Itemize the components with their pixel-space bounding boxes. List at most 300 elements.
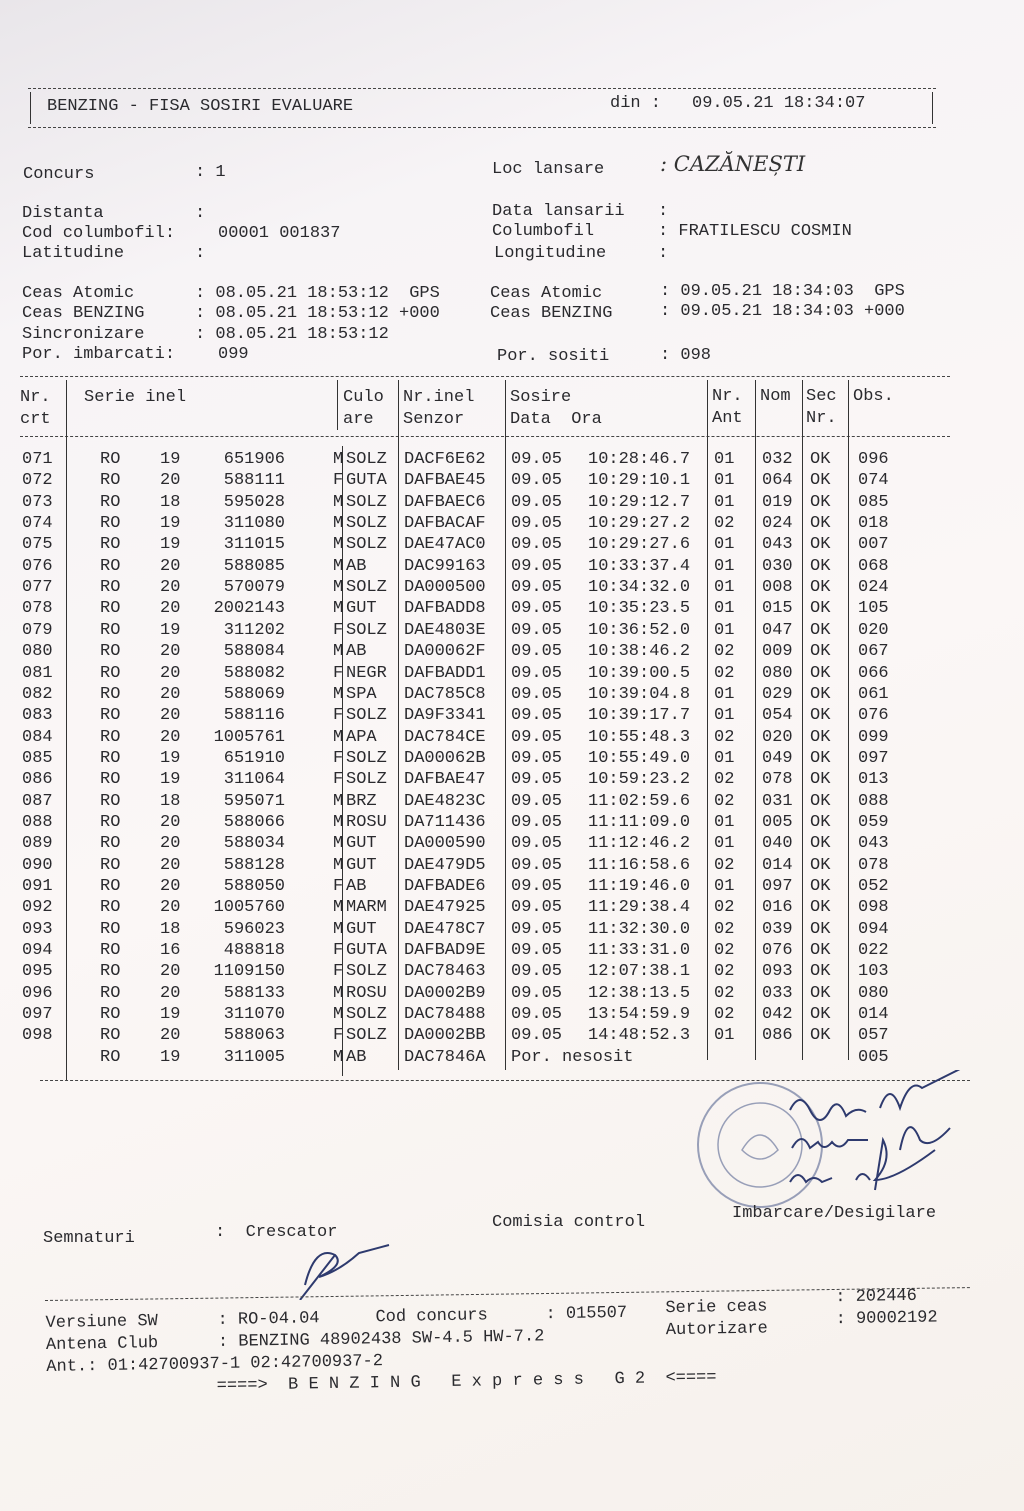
loc-lansare-label: Loc lansare — [492, 160, 605, 179]
cell-color: SPA — [346, 684, 377, 704]
cell-nom: 020 — [762, 727, 793, 747]
cell-nom: 015 — [762, 599, 793, 619]
cell-sex: M — [333, 578, 344, 598]
cell-antenna: 02 — [714, 962, 735, 982]
cell-year: 18 — [160, 791, 181, 811]
cell-nom: 031 — [762, 791, 793, 811]
table-row — [0, 813, 1024, 834]
table-row — [0, 962, 1024, 983]
cell-country: RO — [100, 471, 121, 491]
cell-sensor-id: DAFBADE6 — [404, 877, 486, 896]
cell-ring-number: 1109150 — [213, 962, 285, 982]
cell-sec-status: OK — [810, 642, 831, 662]
cell-crt-number: 093 — [22, 919, 53, 939]
cell-color: APA — [346, 727, 377, 747]
cell-sensor-id: DAC785C8 — [404, 684, 486, 704]
cell-sensor-id: DAC784CE — [404, 727, 486, 747]
cell-antenna: 02 — [714, 898, 735, 918]
cell-nom: 047 — [762, 620, 793, 640]
cell-arrival-time: 10:29:12.7 — [588, 492, 691, 512]
cell-arrival-date: 09.05 — [511, 748, 563, 768]
cell-crt-number: 092 — [22, 898, 53, 918]
cell-color: SOLZ — [346, 450, 387, 469]
cell-sex: M — [333, 834, 344, 854]
cell-ring-number: 596023 — [223, 919, 285, 939]
cell-sex: F — [333, 962, 344, 982]
cell-country: RO — [100, 877, 121, 896]
cell-sex: F — [333, 1026, 344, 1046]
cell-country: RO — [100, 898, 121, 918]
cell-nom: 016 — [762, 898, 793, 918]
cell-color: AB — [346, 1047, 367, 1067]
cell-ring-number: 570079 — [223, 578, 285, 598]
cell-antenna: 02 — [714, 642, 735, 662]
table-row — [0, 664, 1024, 685]
cell-sex: M — [333, 1005, 344, 1025]
cell-arrival-time: 11:19:46.0 — [588, 877, 691, 896]
serie-ceas-value: : 202446 — [835, 1286, 918, 1308]
cell-color: GUT — [346, 919, 377, 939]
cell-crt-number: 090 — [22, 855, 53, 875]
cell-arrival-date: 09.05 — [511, 556, 563, 576]
cell-nom: 040 — [762, 834, 793, 854]
table-row — [0, 685, 1024, 706]
cell-arrival-time: 10:59:23.2 — [588, 770, 691, 790]
cell-arrival-time: 11:33:31.0 — [588, 941, 691, 961]
cell-arrival-date: 09.05 — [511, 834, 563, 854]
cell-year: 20 — [160, 898, 181, 918]
cell-sex: M — [333, 791, 344, 811]
table-row — [0, 535, 1024, 556]
table-row — [0, 792, 1024, 813]
cell-crt-number: 072 — [22, 471, 53, 491]
cell-sex: M — [333, 919, 344, 939]
cell-arrival-time: 11:11:09.0 — [588, 812, 691, 832]
cell-year: 19 — [160, 514, 181, 534]
cell-arrival-date: 09.05 — [511, 855, 563, 875]
cell-arrival-date: 09.05 — [511, 514, 563, 534]
cell-sensor-id: DAC78463 — [404, 962, 486, 982]
cell-obs: 088 — [858, 791, 889, 811]
sincronizare-label: Sincronizare — [22, 325, 145, 344]
cell-antenna: 02 — [714, 727, 735, 747]
col-senzor-header-1: Nr.inel — [403, 388, 475, 407]
ceas-atomic-end-value: : 09.05.21 18:34:03 GPS — [660, 282, 905, 301]
serie-ceas-label: Serie ceas — [665, 1297, 768, 1319]
concurs-value: : 1 — [195, 163, 226, 182]
table-row — [0, 728, 1024, 749]
cell-antenna: 01 — [714, 812, 735, 832]
cell-country: RO — [100, 450, 121, 469]
cell-ring-number: 311070 — [223, 1005, 285, 1025]
cell-sec-status: OK — [810, 791, 831, 811]
cell-sex: F — [333, 706, 344, 726]
cell-color: SOLZ — [346, 962, 387, 982]
cell-crt-number: 074 — [22, 514, 53, 534]
cell-sex: F — [333, 471, 344, 491]
cell-crt-number: 085 — [22, 748, 53, 768]
header-bottom-rule — [28, 127, 936, 128]
distanta-value: : — [195, 204, 206, 223]
cell-sensor-id: DA000590 — [404, 834, 486, 854]
cell-sensor-id: DA000500 — [404, 578, 486, 598]
cell-antenna: 01 — [714, 748, 735, 768]
cell-sensor-id: DAE47925 — [404, 898, 486, 918]
cell-sex: F — [333, 877, 344, 896]
distanta-label: Distanta — [22, 204, 104, 223]
cell-nom: 080 — [762, 663, 793, 683]
cell-nom: 076 — [762, 941, 793, 961]
cell-obs: 059 — [858, 812, 889, 832]
cell-sensor-id: DAFBAD9E — [404, 941, 486, 961]
cell-color: MARM — [346, 898, 387, 918]
cell-country: RO — [100, 855, 121, 875]
cell-antenna: 02 — [714, 1005, 735, 1025]
cell-antenna: 02 — [714, 855, 735, 875]
col-culoare-header-1: Culo — [343, 388, 384, 407]
data-lansarii-value: : — [658, 202, 669, 221]
cell-sec-status: OK — [810, 663, 831, 683]
cell-sex: M — [333, 535, 344, 555]
cell-antenna: 01 — [714, 535, 735, 555]
cell-year: 20 — [160, 812, 181, 832]
cell-nom: 097 — [762, 877, 793, 896]
cell-country: RO — [100, 748, 121, 768]
cell-ring-number: 488818 — [223, 941, 285, 961]
cell-sec-status: OK — [810, 684, 831, 704]
cell-year: 19 — [160, 770, 181, 790]
cell-obs: 024 — [858, 578, 889, 598]
cell-crt-number: 078 — [22, 599, 53, 619]
cell-sex: F — [333, 620, 344, 640]
cell-sex: F — [333, 663, 344, 683]
cell-obs: 007 — [858, 535, 889, 555]
cell-country: RO — [100, 684, 121, 704]
cell-sec-status: OK — [810, 983, 831, 1003]
cell-sensor-id: DA711436 — [404, 812, 486, 832]
table-row — [0, 1048, 1024, 1069]
table-row — [0, 642, 1024, 663]
cell-nom: 019 — [762, 492, 793, 512]
cell-crt-number: 084 — [22, 727, 53, 747]
cell-arrival-time: 13:54:59.9 — [588, 1005, 691, 1025]
cell-color: ROSU — [346, 812, 387, 832]
cell-crt-number: 086 — [22, 770, 53, 790]
cell-sensor-id: DACF6E62 — [404, 450, 486, 469]
cell-ring-number: 311015 — [223, 535, 285, 555]
cell-country: RO — [100, 1047, 121, 1067]
ceas-atomic-start-label: Ceas Atomic — [22, 284, 135, 303]
cell-obs: 043 — [858, 834, 889, 854]
cod-columbofil-value: 00001 001837 — [218, 224, 341, 243]
cell-sensor-id: DAC7846A — [404, 1047, 486, 1067]
cell-obs: 018 — [858, 514, 889, 534]
versiune-sw-label: Versiune SW — [45, 1312, 158, 1333]
cell-year: 20 — [160, 834, 181, 854]
cell-arrival-time: 10:29:10.1 — [588, 471, 691, 491]
cell-arrival-date: 09.05 — [511, 620, 563, 640]
cell-antenna: 01 — [714, 471, 735, 491]
cell-sex: M — [333, 1047, 344, 1067]
cell-color: AB — [346, 877, 367, 896]
cell-obs: 076 — [858, 706, 889, 726]
cell-antenna: 02 — [714, 791, 735, 811]
cell-arrival-time: 12:07:38.1 — [588, 962, 691, 982]
cell-sensor-id: DA0002BB — [404, 1026, 486, 1046]
antena-club-value: : BENZING 48902438 SW-4.5 HW-7.2 — [217, 1327, 545, 1352]
cell-arrival-time: 12:38:13.5 — [588, 983, 691, 1003]
col-sosire-header-1: Sosire — [510, 388, 572, 407]
table-row — [0, 877, 1024, 898]
col-nom-header: Nom — [760, 387, 791, 406]
cell-year: 19 — [160, 1047, 181, 1067]
cell-ring-number: 311080 — [223, 514, 285, 534]
cell-color: ROSU — [346, 983, 387, 1003]
cell-year: 20 — [160, 877, 181, 896]
cell-arrival-time: 10:34:32.0 — [588, 578, 691, 598]
cell-crt-number: 083 — [22, 706, 53, 726]
cell-color: GUTA — [346, 941, 387, 961]
cell-sensor-id: DA00062B — [404, 748, 486, 768]
cell-ring-number: 1005761 — [213, 727, 285, 747]
cell-nom: 054 — [762, 706, 793, 726]
cell-sensor-id: DA0002B9 — [404, 983, 486, 1003]
cell-country: RO — [100, 556, 121, 576]
cell-arrival-date: 09.05 — [511, 877, 563, 896]
cell-nom: 086 — [762, 1026, 793, 1046]
cell-sensor-id: DAFBACAF — [404, 514, 486, 534]
cell-arrival-time: 10:36:52.0 — [588, 620, 691, 640]
cell-ring-number: 588063 — [223, 1026, 285, 1046]
cell-sex: M — [333, 556, 344, 576]
cell-arrival-date: 09.05 — [511, 791, 563, 811]
cell-arrival-date: 09.05 — [511, 1026, 563, 1046]
cell-country: RO — [100, 535, 121, 555]
cell-crt-number: 079 — [22, 620, 53, 640]
cell-year: 18 — [160, 492, 181, 512]
cell-obs: 057 — [858, 1026, 889, 1046]
cell-nom: 043 — [762, 535, 793, 555]
cell-obs: 099 — [858, 727, 889, 747]
antena-club-label: Antena Club — [45, 1334, 159, 1355]
cell-antenna: 01 — [714, 834, 735, 854]
cell-sec-status: OK — [810, 450, 831, 469]
cell-ring-number: 2002143 — [213, 599, 285, 619]
col-sec-header-1: Sec — [806, 387, 837, 406]
cell-arrival-time: 10:29:27.2 — [588, 514, 691, 534]
cell-arrival-date: 09.05 — [511, 706, 563, 726]
cell-country: RO — [100, 578, 121, 598]
cell-country: RO — [100, 492, 121, 512]
cell-crt-number: 077 — [22, 578, 53, 598]
col-obs-header: Obs. — [853, 387, 894, 406]
col-senzor-header-2: Senzor — [403, 410, 465, 429]
table-row — [0, 471, 1024, 492]
cell-sex: F — [333, 770, 344, 790]
cell-year: 20 — [160, 556, 181, 576]
cell-ring-number: 588128 — [223, 855, 285, 875]
autorizare-value: : 90002192 — [835, 1308, 938, 1330]
print-date-value: 09.05.21 18:34:07 — [692, 94, 866, 113]
cell-crt-number: 094 — [22, 941, 53, 961]
cell-obs: 097 — [858, 748, 889, 768]
cell-year: 20 — [160, 684, 181, 704]
cell-ring-number: 595028 — [223, 492, 285, 512]
cell-obs: 068 — [858, 556, 889, 576]
cell-sex: M — [333, 855, 344, 875]
cell-arrival-date: 09.05 — [511, 578, 563, 598]
cell-nom: 093 — [762, 962, 793, 982]
cell-country: RO — [100, 983, 121, 1003]
cell-arrival-date: 09.05 — [511, 450, 563, 469]
cell-nom: 033 — [762, 983, 793, 1003]
cell-country: RO — [100, 620, 121, 640]
cell-arrival-date: 09.05 — [511, 663, 563, 683]
cell-ring-number: 588085 — [223, 556, 285, 576]
cell-crt-number: 095 — [22, 962, 53, 982]
cell-crt-number: 097 — [22, 1005, 53, 1025]
cell-crt-number: 088 — [22, 812, 53, 832]
cell-sensor-id: DAFBAE45 — [404, 471, 486, 491]
col-nr-header-2: crt — [20, 410, 51, 429]
table-row — [0, 770, 1024, 791]
cell-country: RO — [100, 834, 121, 854]
benzing-express-banner: ====> B E N Z I N G E x p r e s s G 2 <==== — [216, 1368, 717, 1397]
table-row — [0, 1026, 1024, 1047]
cell-year: 20 — [160, 642, 181, 662]
cell-sex: M — [333, 450, 344, 469]
cell-sensor-id: DAFBADD1 — [404, 663, 486, 683]
cell-arrival-date: 09.05 — [511, 684, 563, 704]
autorizare-label: Autorizare — [665, 1319, 768, 1341]
cell-antenna: 01 — [714, 556, 735, 576]
cell-crt-number: 091 — [22, 877, 53, 896]
cell-arrival-time: 11:29:38.4 — [588, 898, 691, 918]
cell-ring-number: 588116 — [223, 706, 285, 726]
header-left-border — [30, 92, 31, 124]
cell-crt-number: 073 — [22, 492, 53, 512]
cell-sensor-id: DAE478C7 — [404, 919, 486, 939]
cell-obs: 020 — [858, 620, 889, 640]
sositi-label: Por. sositi — [497, 347, 610, 366]
cell-ring-number: 588111 — [223, 471, 285, 491]
cell-ring-number: 311202 — [223, 620, 285, 640]
cell-year: 19 — [160, 620, 181, 640]
table-row — [0, 578, 1024, 599]
cell-obs: 067 — [858, 642, 889, 662]
cell-color: SOLZ — [346, 770, 387, 790]
cell-year: 20 — [160, 1026, 181, 1046]
cell-arrival-time: 10:39:04.8 — [588, 684, 691, 704]
cell-sensor-id: DAFBAEC6 — [404, 492, 486, 512]
cell-country: RO — [100, 642, 121, 662]
cell-sex: M — [333, 727, 344, 747]
cell-obs: 103 — [858, 962, 889, 982]
table-row — [0, 920, 1024, 941]
cell-nom: 049 — [762, 748, 793, 768]
document-title: BENZING - FISA SOSIRI EVALUARE — [47, 97, 354, 116]
cell-sex: F — [333, 748, 344, 768]
cell-sensor-id: DAE47AC0 — [404, 535, 486, 555]
cell-arrival-time: 11:32:30.0 — [588, 919, 691, 939]
cell-nom: 064 — [762, 471, 793, 491]
cell-obs: 074 — [858, 471, 889, 491]
cell-sec-status: OK — [810, 962, 831, 982]
sincronizare-value: : 08.05.21 18:53:12 — [195, 325, 389, 344]
cell-antenna: 01 — [714, 620, 735, 640]
table-row — [0, 941, 1024, 962]
cell-color: SOLZ — [346, 514, 387, 534]
cell-ring-number: 588034 — [223, 834, 285, 854]
cell-crt-number: 082 — [22, 684, 53, 704]
cell-ring-number: 588069 — [223, 684, 285, 704]
cell-color: GUT — [346, 834, 377, 854]
cell-sensor-id: DAE479D5 — [404, 855, 486, 875]
cell-antenna: 02 — [714, 514, 735, 534]
table-row — [0, 834, 1024, 855]
cell-nom: 009 — [762, 642, 793, 662]
cell-antenna: 01 — [714, 492, 735, 512]
cell-nom: 008 — [762, 578, 793, 598]
cell-arrival-time: 10:39:17.7 — [588, 706, 691, 726]
table-row — [0, 599, 1024, 620]
table-row — [0, 749, 1024, 770]
table-row — [0, 1005, 1024, 1026]
data-lansarii-label: Data lansarii — [492, 202, 625, 221]
imbarcati-label: Por. imbarcati: — [22, 345, 176, 364]
cell-antenna: 01 — [714, 1026, 735, 1046]
loc-lansare-value: : CAZĂNEȘTI — [660, 152, 806, 176]
table-row — [0, 856, 1024, 877]
cell-country: RO — [100, 514, 121, 534]
cell-year: 20 — [160, 578, 181, 598]
cell-sec-status: OK — [810, 1026, 831, 1046]
cell-obs: 061 — [858, 684, 889, 704]
cell-ring-number: 311005 — [223, 1047, 285, 1067]
cell-arrival-date: 09.05 — [511, 471, 563, 491]
cell-sex: M — [333, 492, 344, 512]
table-row — [0, 557, 1024, 578]
cell-year: 20 — [160, 706, 181, 726]
cell-ring-number: 588133 — [223, 983, 285, 1003]
cell-sec-status: OK — [810, 898, 831, 918]
concurs-label: Concurs — [23, 165, 95, 184]
stamp-and-signatures — [680, 1070, 980, 1220]
ceas-benzing-end-label: Ceas BENZING — [490, 304, 613, 323]
cell-ring-number: 311064 — [223, 770, 285, 790]
cell-obs: 022 — [858, 941, 889, 961]
cell-sensor-id: DAC99163 — [404, 556, 486, 576]
ceas-atomic-start-value: : 08.05.21 18:53:12 GPS — [195, 284, 440, 303]
table-row — [0, 898, 1024, 919]
cell-ring-number: 651910 — [223, 748, 285, 768]
cell-sex: M — [333, 898, 344, 918]
cell-year: 20 — [160, 983, 181, 1003]
cell-sec-status: OK — [810, 919, 831, 939]
cell-color: AB — [346, 642, 367, 662]
cell-year: 19 — [160, 748, 181, 768]
cell-ring-number: 588050 — [223, 877, 285, 896]
cell-arrival-date: 09.05 — [511, 898, 563, 918]
cell-nom: 014 — [762, 855, 793, 875]
cell-sensor-id: DA9F3341 — [404, 706, 486, 726]
cell-antenna: 02 — [714, 919, 735, 939]
cell-year: 20 — [160, 599, 181, 619]
cell-nom: 078 — [762, 770, 793, 790]
cell-country: RO — [100, 663, 121, 683]
cell-arrival-time: 10:39:00.5 — [588, 663, 691, 683]
cell-country: RO — [100, 962, 121, 982]
